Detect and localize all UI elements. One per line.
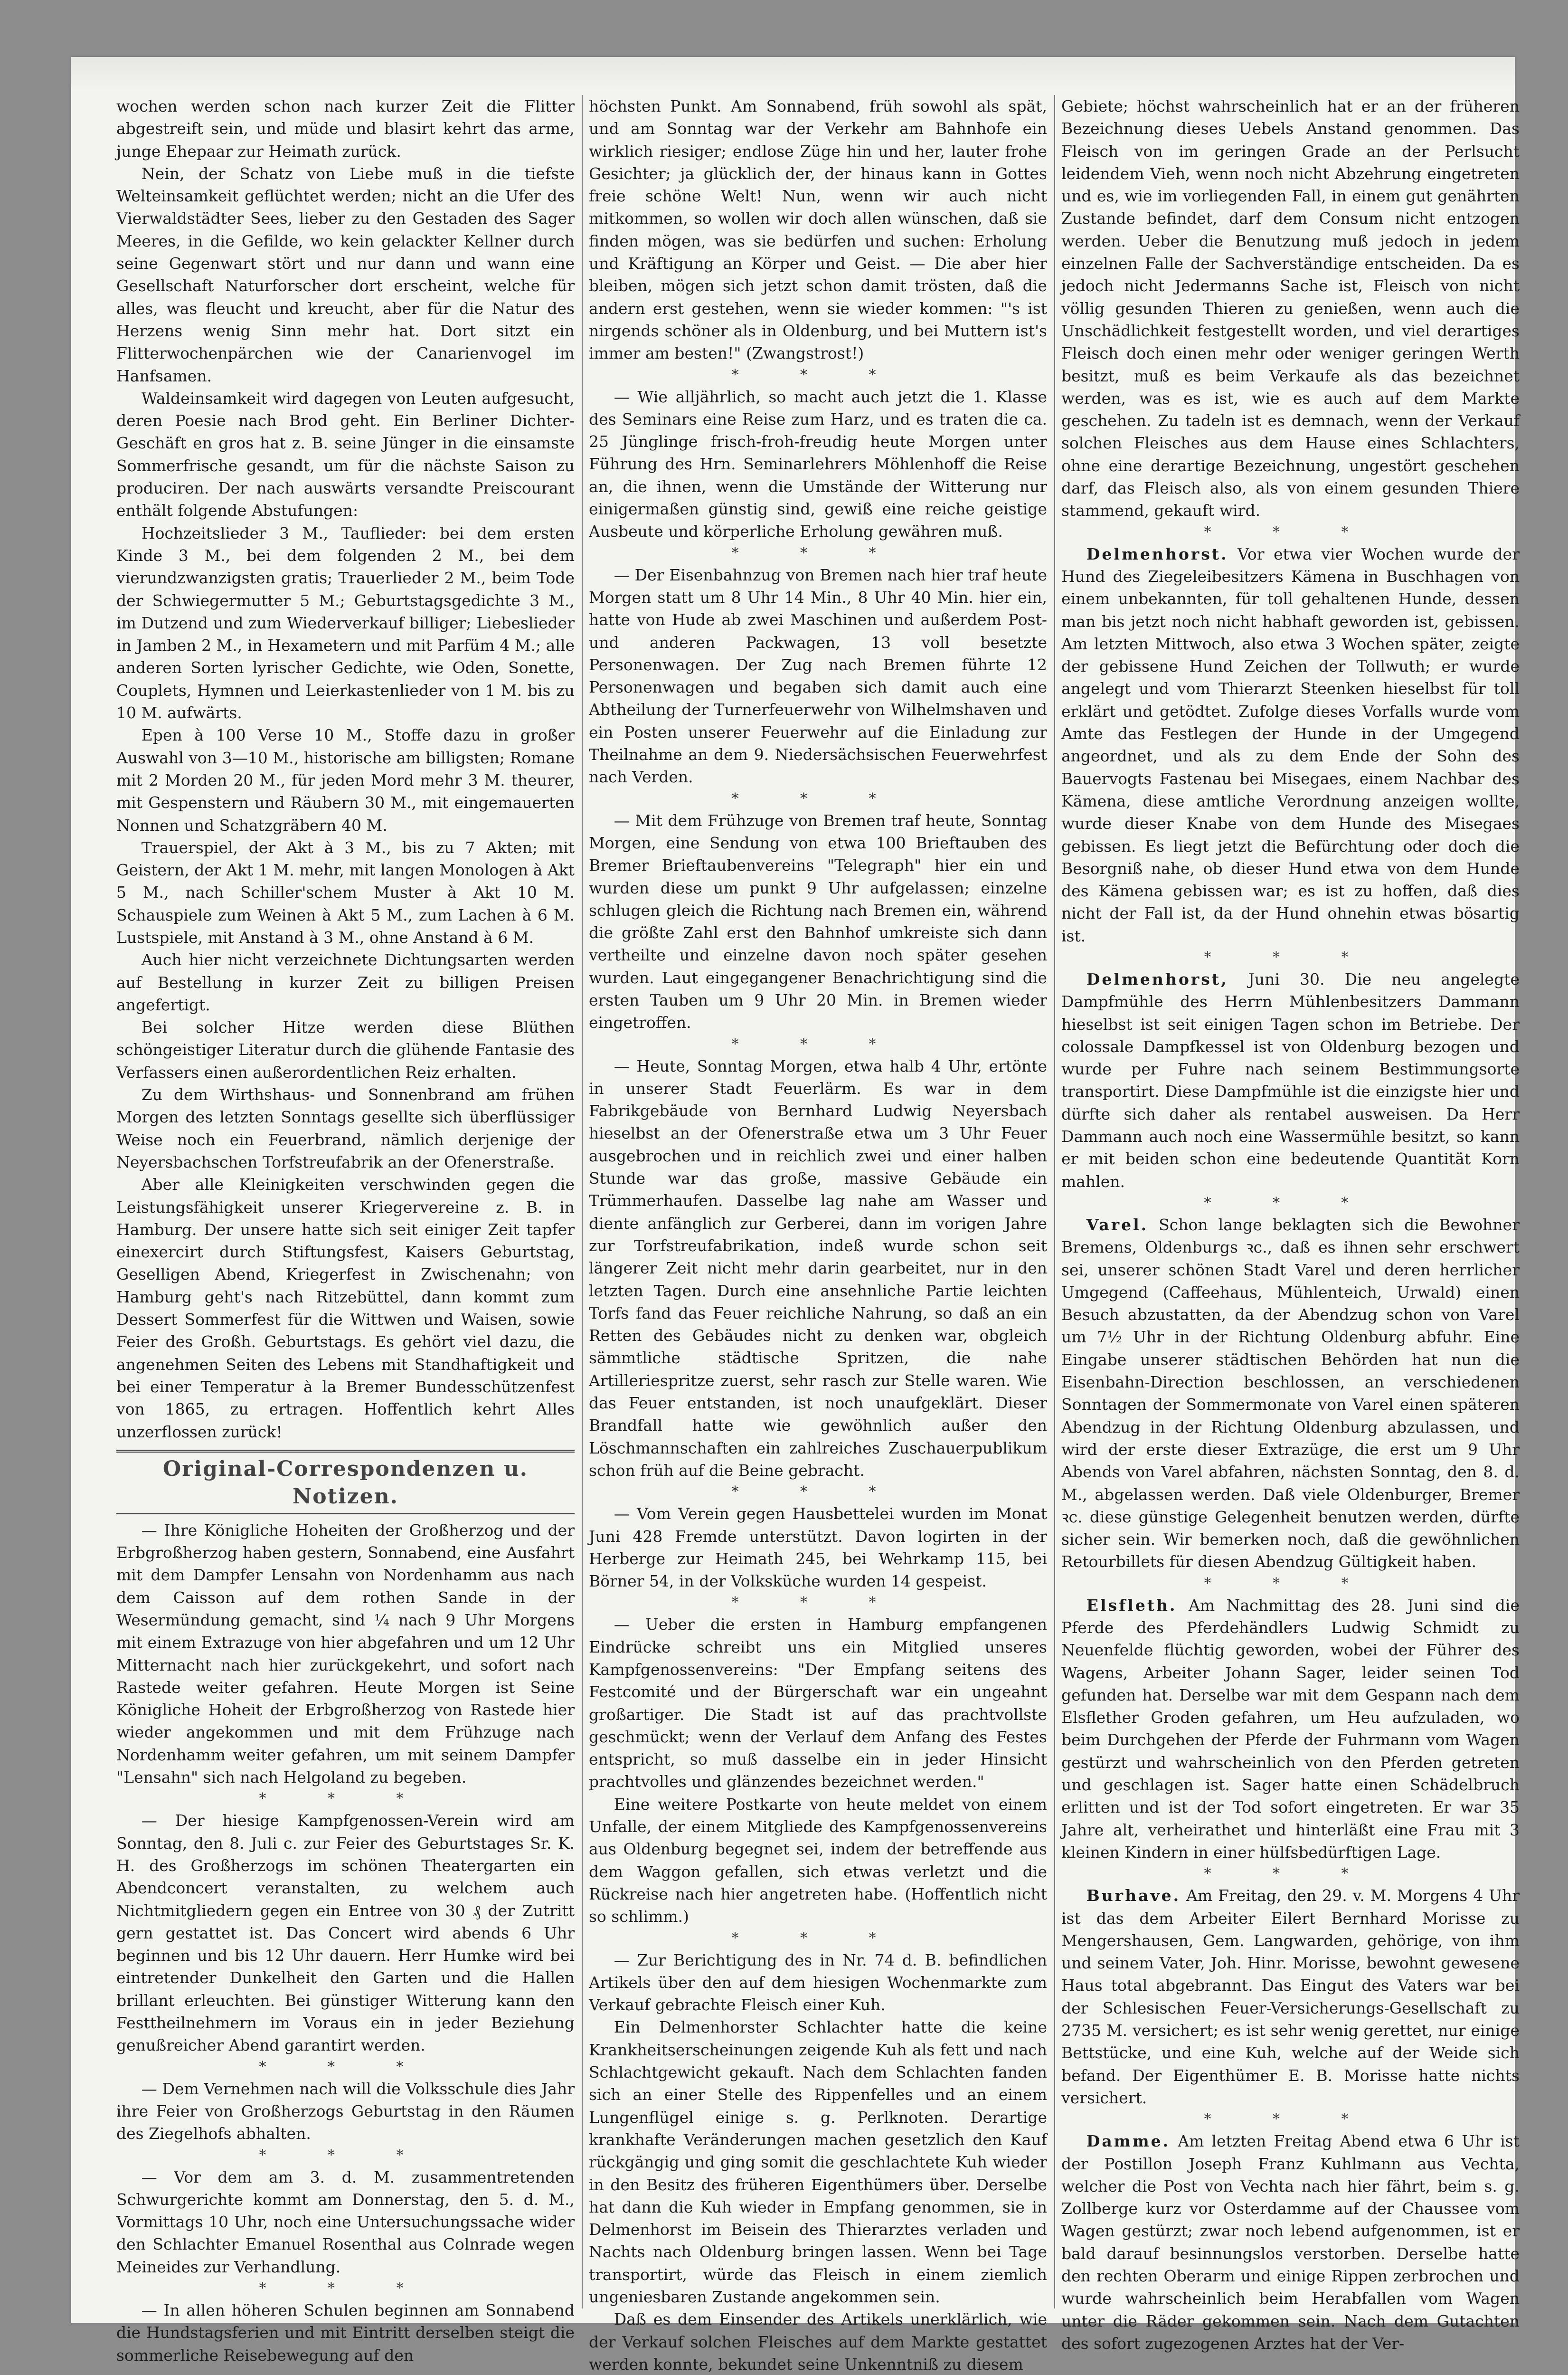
paragraph-text: — Ueber die ersten in Hamburg empfangenen Eindrücke schreibt uns ein Mitglied unseres Kampfgenossenvereins: "Der Empfang seitens des Festcomité und der Bürgerschaft war ein ungeahnt großartiger. Die Stadt ist auf das prachtvollste geschmückt; wenn der Verlauf dem Anfang des Festes entspricht, so muß dasselbe ein in jeder Hinsicht prachtvolles und glänzendes bezeichnet werden." xyxy=(589,1615,1047,1791)
article-paragraph xyxy=(116,95,575,162)
article-separator: * * * xyxy=(731,366,905,383)
paragraph-text: — Vom Verein gegen Hausbettelei wurden im Monat Juni 428 Fremde unterstützt. Davon logirten in der Herberge zur Heimath 245, bei Wehrkamp 115, bei Börner 54, in der Volksküche wurden 14 gespeist. xyxy=(589,1504,1047,1591)
paragraph-text: — Dem Vernehmen nach will die Volksschule dies Jahr ihre Feier von Großherzogs Geburtstag in den Räumen des Ziegelhofs abhalten. xyxy=(116,2079,575,2143)
dateline: Burhave. xyxy=(1086,1886,1181,1905)
article-paragraph xyxy=(116,724,575,836)
paragraph-text: höchsten Punkt. Am Sonnabend, früh sowohl als spät, und am Sonntag war der Verkehr am Bahnhofe ein wirklich riesiger; endlose Züge hin und her, lauter frohe Gesichter; ja glücklich der, der hinaus kann in Gottes freie schöne Welt! Nun, wenn wir auch nicht mitkommen, so wollen wir doch allen wünschen, daß sie finden mögen, was sie bedürfen und suchen: Erholung und Kräftigung an Körper und Geist. — Die aber hier bleiben, mögen sich jetzt schon damit trösten, daß die andern erst gestehen, wenn sie wieder kommen: "'s ist nirgends schöner als in Oldenburg, und bei Muttern ist's immer am besten!" (Zwangstrost!) xyxy=(589,97,1047,363)
article-paragraph xyxy=(1061,968,1520,1193)
article-paragraph xyxy=(116,2299,575,2366)
dateline: Delmenhorst. xyxy=(1086,544,1228,563)
article-paragraph xyxy=(116,162,575,387)
column-divider xyxy=(1054,95,1055,2308)
paragraph-text: Vor etwa vier Wochen wurde der Hund des Ziegeleibesitzers Kämena in Buschhagen von einem unbekannten, für toll gehaltenen Hunde, dessen man bis jetzt noch nicht habhaft geworden ist, gebissen. Am letzten Mittwoch, also etwa 3 Wochen später, zeigte der gebissene Hund Zeichen der Tollwuth; er wurde angelegt und vom Thierarzt Steenken hieselbst für toll erklärt und getödtet. Zufolge dieses Vorfalls wurde vom Amte das Festlegen der Hunde in der Umgegend angeordnet, und als zu dem Ende der Sohn des Bauervogts Fastenau bei Misegaes, einem Nachbar des Kämena, diese amtliche Verordnung anzeigen wollte, wurde dieser Knabe von dem Hunde des Misegaes gebissen. Es liegt jetzt die Befürchtung oder doch die Besorgniß nahe, ob dieser Hund etwa von dem Hunde des Kämena gebissen war; es ist zu hoffen, daß dies nicht der Fall ist, da der Hund ohnehin etwas bösartig ist. xyxy=(1061,544,1520,945)
article-separator: * * * xyxy=(1204,949,1377,966)
article-separator: * * * xyxy=(731,1929,905,1947)
paragraph-text: Auch hier nicht verzeichnete Dichtungsarten werden auf Bestellung in kurzer Zeit zu billigen Preisen angefertigt. xyxy=(116,950,575,1014)
article-paragraph xyxy=(589,564,1047,788)
newspaper-page xyxy=(71,57,1520,2374)
paragraph-text: Hochzeitslieder 3 M., Tauflieder: bei dem ersten Kinde 3 M., bei dem folgenden 2 M., bei dem vierundzwanzigsten gratis; Trauerlieder 2 M., beim Tode der Schwiegermutter 5 M.; Geburtstagsgedichte 3 M., im Dutzend und zum Wiederverkauf billiger; Liebeslieder in Jamben 2 M., in Hexametern und mit Parfüm 4 M.; alle anderen Sorten lyrischer Gedichte, wie Oden, Sonette, Couplets, Hymnen und Leierkastenlieder von 1 M. bis zu 10 M. aufwärts. xyxy=(116,523,575,722)
article-separator: * * * xyxy=(1204,1575,1377,1592)
column-3 xyxy=(1061,95,1520,2353)
paragraph-text: — In allen höheren Schulen beginnen am Sonnabend die Hundstagsferien und mit Eintritt derselben steigt die sommerliche Reisebewegung auf den xyxy=(116,2301,575,2365)
paragraph-text: Eine weitere Postkarte von heute meldet von einem Unfalle, der einem Mitgliede des Kampfgenossenvereins aus Oldenburg begegnet sei, indem der betreffende aus dem Waggon gefallen, sich etwas verletzt und die Rückreise nach hier angetreten habe. (Hoffentlich nicht so schlimm.) xyxy=(589,1795,1047,1926)
paragraph-text: — Heute, Sonntag Morgen, etwa halb 4 Uhr, ertönte in unserer Stadt Feuerlärm. Es war in dem Fabrikgebäude von Bernhard Ludwig Neyersbach hieselbst an der Ofenerstraße etwa um 3 Uhr Feuer ausgebrochen und in reichlich zwei und einer halben Stunde war das große, massive Gebäude ein Trümmerhaufen. Dasselbe lag nahe am Wasser und diente anfänglich zur Gerberei, dann im vorigen Jahre zur Torfstreufabrikation, indeß wurde schon seit längerer Zeit nicht mehr darin gearbeitet, nur in den letzten Tagen. Durch eine ansehnliche Partie leichten Torfs fand das Feuer reichliche Nahrung, so daß an ein Retten des Gebäudes nicht zu denken war, obgleich sämmtliche städtische Spritzen, die nahe Artilleriespritze zuerst, sehr rasch zur Stelle waren. Wie das Feuer entstanden, ist noch unaufgeklärt. Dieser Brandfall hatte wie gewöhnlich außer den Löschmannschaften ein zahlreiches Zuschauerpublikum schon früh auf die Beine gebracht. xyxy=(589,1056,1047,1480)
article-separator: * * * xyxy=(259,2280,432,2297)
page-header-margin xyxy=(71,57,1515,90)
article-paragraph xyxy=(116,522,575,724)
article-paragraph xyxy=(589,809,1047,1034)
article-paragraph xyxy=(1061,95,1520,522)
article-separator: * * * xyxy=(1204,1865,1377,1882)
paragraph-text: Bei solcher Hitze werden diese Blüthen schöngeistiger Literatur durch die glühende Fantasie des Verfassers einen außerordentlichen Reiz erhalten. xyxy=(116,1018,575,1082)
paragraph-text: — Mit dem Frühzuge von Bremen traf heute, Sonntag Morgen, eine Sendung von etwa 100 Brieftauben des Bremer Brieftaubenvereins "Telegraph" hier ein und wurden diese um punkt 9 Uhr aufgelassen; einzelne schlugen gleich die Richtung nach Bremen ein, während die größte Zahl erst den Bahnhof umkreiste sich dann vertheilte und einzelne davon noch später gesehen wurden. Laut eingegangener Benachrichtigung sind die ersten Tauben um 9 Uhr 20 Min. in Bremen wieder eingetroffen. xyxy=(589,811,1047,1032)
column-1 xyxy=(116,95,575,2365)
paragraph-text: wochen werden schon nach kurzer Zeit die Flitter abgestreift sein, und müde und blasirt kehrt das arme, junge Ehepaar zur Heimath zurück. xyxy=(116,97,575,161)
paragraph-text: Am letzten Freitag Abend etwa 6 Uhr ist der Postillon Joseph Franz Kuhlmann aus Vechta, welcher die Post von Vechta nach hier fährt, beim s. g. Zollberge kurz vor Osterdamme auf der Chaussee vom Wagen gestürzt; zwar noch lebend aufgenommen, ist er bald darauf besinnungslos verstorben. Derselbe hatte den rechten Oberarm und einige Rippen zerbrochen und wurde wahrscheinlich beim Herabfallen vom Wagen unter die Räder gekommen sein. Nach dem Gutachten des sofort zugezogenen Arztes hat der Ver- xyxy=(1061,2132,1520,2353)
article-paragraph xyxy=(116,387,575,522)
article-paragraph xyxy=(116,836,575,949)
paragraph-text: Epen à 100 Verse 10 M., Stoffe dazu in großer Auswahl von 3—10 M., historische am billigsten; Romane mit 2 Morden 20 M., für jeden Mord mehr 3 M. theurer, mit Gespenstern und Räubern 30 M., mit eingemauerten Nonnen und Schatzgräbern 40 M. xyxy=(116,726,575,835)
article-separator: * * * xyxy=(731,1594,905,1611)
article-paragraph xyxy=(1061,543,1520,947)
paragraph-text: Schon lange beklagten sich die Bewohner Bremens, Oldenburgs ꝛc., daß es ihnen sehr erschwert sei, unserer schönen Stadt Varel und deren herrlicher Umgegend (Caffeehaus, Mühlenteich, Urwald) einen Besuch abzustatten, da der Abendzug schon von Varel um 7½ Uhr in der Richtung Oldenburg abfuhr. Eine Eingabe unserer städtischen Behörden hat nun die Eisenbahn-Direction beschlossen, an verschiedenen Sonntagen der Sommermonate von Varel einen späteren Abendzug in der Richtung Oldenburg abzulassen, und wird der erste dieser Extrazüge, die erst um 9 Uhr Abends von Varel abfahren, nächsten Sonntag, den 8. d. M., abgelassen werden. Daß viele Oldenburger, Bremer ꝛc. diese günstige Gelegenheit benutzen werden, dürfte sicher sein. Wir bemerken noch, daß die gewöhnlichen Retourbillets für diesen Abendzug Gültigkeit haben. xyxy=(1061,1215,1520,1571)
article-paragraph xyxy=(589,1949,1047,2016)
article-separator: * * * xyxy=(259,2058,432,2075)
article-separator: * * * xyxy=(259,2147,432,2164)
article-paragraph xyxy=(589,2308,1047,2375)
article-paragraph xyxy=(1061,1214,1520,1573)
dateline: Damme. xyxy=(1086,2132,1171,2151)
paragraph-text: Trauerspiel, der Akt à 3 M., bis zu 7 Akten; mit Geistern, der Akt 1 M. mehr, mit langen Monologen à Akt 5 M., nach Schiller'schem Muster à Akt 10 M. Schauspiele zum Weinen à Akt 5 M., zum Lachen à 6 M. Lustspiele, mit Anstand à 3 M., ohne Anstand à 6 M. xyxy=(116,838,575,947)
article-separator: * * * xyxy=(1204,1194,1377,1211)
paragraph-text: Am Nachmittag des 28. Juni sind die Pferde des Pferdehändlers Ludwig Schmidt zu Neuenfelde flüchtig geworden, wobei der Führer des Wagens, Arbeiter Johann Sager, leider seinen Tod gefunden hat. Derselbe war mit dem Gespann nach dem Elsflether Groden gefahren, um Heu aufzuladen, wo beim Durchgehen der Pferde der Fuhrmann vom Wagen gestürzt und wahrscheinlich von den Pferden getreten und geschlagen ist. Sager hatte einen Schädelbruch erlitten und ist der Tod sofort eingetreten. Er war 35 Jahre alt, verheirathet und hinterläßt eine Frau mit 3 kleinen Kindern in einer hülfsbedürftigen Lage. xyxy=(1061,1596,1520,1862)
paragraph-text: — Der Eisenbahnzug von Bremen nach hier traf heute Morgen statt um 8 Uhr 14 Min., 8 Uhr 40 Min. hier ein, hatte von Hude ab zwei Maschinen und außerdem Post- und anderen Packwagen, 13 voll besetzte Personenwagen. Der Zug nach Bremen führte 12 Personenwagen und begaben sich damit auch eine Abtheilung der Turnerfeuerwehr von Wilhelmshaven und ein Posten unserer Feuerwehr auf die Einladung zur Theilnahme an dem 9. Niedersächsischen Feuerwehrfest nach Verden. xyxy=(589,565,1047,787)
article-separator: * * * xyxy=(731,1483,905,1501)
article-paragraph xyxy=(1061,2130,1520,2355)
article-paragraph xyxy=(1061,1594,1520,1864)
paragraph-text: Zu dem Wirthshaus- und Sonnenbrand am frühen Morgen des letzten Sonntags gesellte sich überflüssiger Weise noch ein Feuerbrand, nämlich derjenige der Neyersbachschen Torfstreufabrik an der Ofenerstraße. xyxy=(116,1085,575,1171)
paragraph-text: Juni 30. Die neu angelegte Dampfmühle des Herrn Mühlenbesitzers Dammann hieselbst ist seit einigen Tagen schon im Betriebe. Der colossale Dampfkessel ist von Oldenburg bezogen und wurde per Fuhre nach seinem Bestimmungsorte transportirt. Diese Dampfmühle ist die einzigste hier und dürfte sich daher als rentabel ausweisen. Da Herr Dammann auch noch eine Wassermühle besitzt, so kann er mit beiden schon eine bedeutende Quantität Korn mahlen. xyxy=(1061,969,1520,1191)
paragraph-text: Daß es dem Einsender des Artikels unerklärlich, wie der Verkauf solchen Fleisches auf dem Markte gestattet werden konnte, bekundet seine Unkenntniß zu diesem xyxy=(589,2310,1047,2374)
article-separator: * * * xyxy=(731,1036,905,1053)
paragraph-text: — Zur Berichtigung des in Nr. 74 d. B. befindlichen Artikels über den auf dem hiesigen Wochenmarkte zum Verkauf gebrachte Fleisch einer Kuh. xyxy=(589,1950,1047,2014)
article-paragraph xyxy=(589,1613,1047,1793)
article-paragraph xyxy=(589,386,1047,543)
article-separator: * * * xyxy=(731,790,905,807)
paragraph-text: Nein, der Schatz von Liebe muß in die tiefste Welteinsamkeit geflüchtet werden; nicht an die Ufer des Vierwaldstädter Sees, lieber zu den Gestaden des Sager Meeres, in die Gefilde, wo kein gelackter Kellner durch seine Gegenwart stört und nur dann und wann eine Gesellschaft Naturforscher dort erscheint, welche für alles, was fleucht und kreucht, aber für die Natur des Herzens wenig Sinn mehr hat. Dort sitzt ein Flitterwochenpärchen wie der Canarienvogel im Hanfsamen. xyxy=(116,164,575,385)
paragraph-text: — Wie alljährlich, so macht auch jetzt die 1. Klasse des Seminars eine Reise zum Harz, und es traten die ca. 25 Jünglinge frisch-froh-freudig heute Morgen unter Führung des Hrn. Seminarlehrers Möhlenhoff die Reise an, die ihnen, wenn die Umstände der Witterung nur einigermaßen günstig sind, gewiß eine reiche geistige Ausbeute und körperliche Erholung gewähren muß. xyxy=(589,387,1047,541)
article-paragraph xyxy=(589,2016,1047,2308)
paragraph-text: Aber alle Kleinigkeiten verschwinden gegen die Leistungsfähigkeit unserer Kriegervereine z. B. in Hamburg. Der unsere hatte sich seit einiger Zeit tapfer einexercirt durch Stiftungsfest, Kaisers Geburtstag, Geselligen Abend, Kriegerfest in Zwischenahn; von Hamburg geht's nach Ritzebüttel, dann kommt zum Dessert Sommerfest für die Wittwen und Waisen, sowie Feier des Großh. Geburtstags. Es gehört viel dazu, die angenehmen Seiten des Lebens mit Standhaftigkeit und bei einer Temperatur à la Bremer Bundesschützenfest von 1865, zu ertragen. Hoffentlich kehrt Alles unzerflossen zurück! xyxy=(116,1175,575,1441)
paragraph-text: Gebiete; höchst wahrscheinlich hat er an der früheren Bezeichnung dieses Uebels Anstand genommen. Das Fleisch von im geringen Grade an der Perlsucht leidendem Vieh, wenn noch nicht Abzehrung eingetreten und es, wie im vorliegenden Fall, in einem gut genährten Zustande befindet, darf dem Consum nicht entzogen werden. Ueber die Benutzung muß jedoch in jedem einzelnen Falle der Sachverständige entscheiden. Da es jedoch nicht Jedermanns Sache ist, Fleisch von nicht völlig gesunden Thieren zu genießen, wenn auch die Unschädlichkeit festgestellt worden, und viel derartiges Fleisch doch einen mehr oder weniger geringen Werth besitzt, muß es beim Verkaufe als das bezeichnet werden, was es ist, wie es auch auf dem Markte geschehen. Zu tadeln ist es demnach, wenn der Verkauf solchen Fleisches aus dem Hause eines Schlachters, ohne eine derartige Bezeichnung, ungestört geschehen darf, das Fleisch also, als von einem gesunden Thiere stammend, gekauft wird. xyxy=(1061,97,1520,520)
article-paragraph xyxy=(589,1502,1047,1592)
paragraph-text: — Vor dem am 3. d. M. zusammentretenden Schwurgerichte kommt am Donnerstag, den 5. d. M., Vormittags 10 Uhr, noch eine Untersuchungssache wider den Schlachter Emanuel Rosenthal aus Colnrade wegen Meineides zur Verhandlung. xyxy=(116,2167,575,2276)
article-paragraph xyxy=(116,1173,575,1443)
article-paragraph xyxy=(116,949,575,1016)
paragraph-text: Waldeinsamkeit wird dagegen von Leuten aufgesucht, deren Poesie nach Brod geht. Ein Berliner Dichter-Geschäft en gros hat z. B. seine Jünger in die einsamste Sommerfrische gesandt, um für die nächste Saison zu produciren. Der nach auswärts versandte Preiscourant enthält folgende Abstufungen: xyxy=(116,389,575,520)
article-paragraph xyxy=(116,1809,575,2056)
paragraph-text: Ein Delmenhorster Schlachter hatte die keine Krankheitserscheinungen zeigende Kuh als fett und nach Schlachtgewicht gekauft. Nach dem Schlachten fanden sich an einer Stelle des Rippenfelles und an einem Lungenflügel einige s. g. Perlknoten. Derartige krankhafte Veränderungen machen gesetzlich den Kauf rückgängig und ging somit die geschlachtete Kuh wieder in den Besitz des früheren Eigenthümers über. Derselbe hat dann die Kuh wieder in Empfang genommen, sie in Delmenhorst im Beisein des Thierarztes verladen und Nachts nach Oldenburg bringen lassen. Wenn bei Tage transportirt, würde das Fleisch in einem ziemlich ungeniesbaren Zustande angekommen sein. xyxy=(589,2018,1047,2307)
dateline: Delmenhorst, xyxy=(1086,969,1228,988)
article-paragraph xyxy=(589,1055,1047,1482)
article-separator: * * * xyxy=(731,544,905,561)
article-paragraph xyxy=(1061,1884,1520,2109)
article-paragraph xyxy=(116,2078,575,2145)
paragraph-text: — Ihre Königliche Hoheiten der Großherzog und der Erbgroßherzog haben gestern, Sonnabend, eine Ausfahrt mit dem Dampfer Lensahn von Nordenhamm aus nach dem Caisson auf dem rothen Sande in der Wesermündung gemacht, sind ¼ nach 9 Uhr Morgens mit einem Extrazuge von hier abgefahren und um 12 Uhr Mitternacht nach hier zurückgekehrt, und sofort nach Rastede weiter gefahren. Heute Morgen ist Seine Königliche Hoheit der Erbgroßherzog von Rastede hier wieder angekommen und mit dem Frühzuge nach Nordenhamm weiter gefahren, um mit seinem Dampfer "Lensahn" sich nach Helgoland zu begeben. xyxy=(116,1520,575,1787)
article-paragraph xyxy=(589,95,1047,365)
paragraph-text: — Der hiesige Kampfgenossen-Verein wird am Sonntag, den 8. Juli c. zur Feier des Geburtstages Sr. K. H. des Großherzogs im schönen Theatergarten ein Abendconcert veranstalten, zu welchem auch Nichtmitgliedern gegen ein Entree von 30 ₰ der Zutritt gern gestattet ist. Das Concert wird abends 6 Uhr beginnen und bis 12 Uhr dauern. Herr Humke wird bei eintretender Dunkelheit den Garten und die Hallen brillant erleuchten. Bei günstiger Witterung kann den Festtheilnehmern im Voraus ein in jeder Beziehung genußreicher Abend garantirt werden. xyxy=(116,1811,575,2055)
section-title: Original-Correspondenzen u. Notizen. xyxy=(116,1450,575,1514)
article-paragraph xyxy=(116,1016,575,1083)
article-paragraph xyxy=(116,2166,575,2278)
dateline: Elsfleth. xyxy=(1086,1596,1177,1615)
article-paragraph xyxy=(589,1793,1047,1928)
article-separator: * * * xyxy=(259,1790,432,1807)
article-separator: * * * xyxy=(1204,523,1377,541)
article-paragraph xyxy=(116,1519,575,1789)
column-divider xyxy=(582,95,583,2308)
article-paragraph xyxy=(116,1083,575,1173)
dateline: Varel. xyxy=(1086,1215,1149,1234)
article-separator: * * * xyxy=(1204,2111,1377,2128)
column-2 xyxy=(589,95,1047,2374)
paragraph-text: Am Freitag, den 29. v. M. Morgens 4 Uhr ist das dem Arbeiter Eilert Bernhard Morisse zu Mengershausen, Gem. Langwarden, gehörige, von ihm und seinem Vater, Joh. Hinr. Morisse, bewohnt gewesene Haus total abgebrannt. Das Eingut des Vaters war bei der Schlesischen Feuer-Versicherungs-Gesellschaft zu 2735 M. versichert; es ist sehr wenig gerettet, nur einige Bettstücke, und eine Kuh, welche auf der Weide sich befand. Der Eigenthümer E. B. Morisse hatte nichts versichert. xyxy=(1061,1886,1520,2107)
